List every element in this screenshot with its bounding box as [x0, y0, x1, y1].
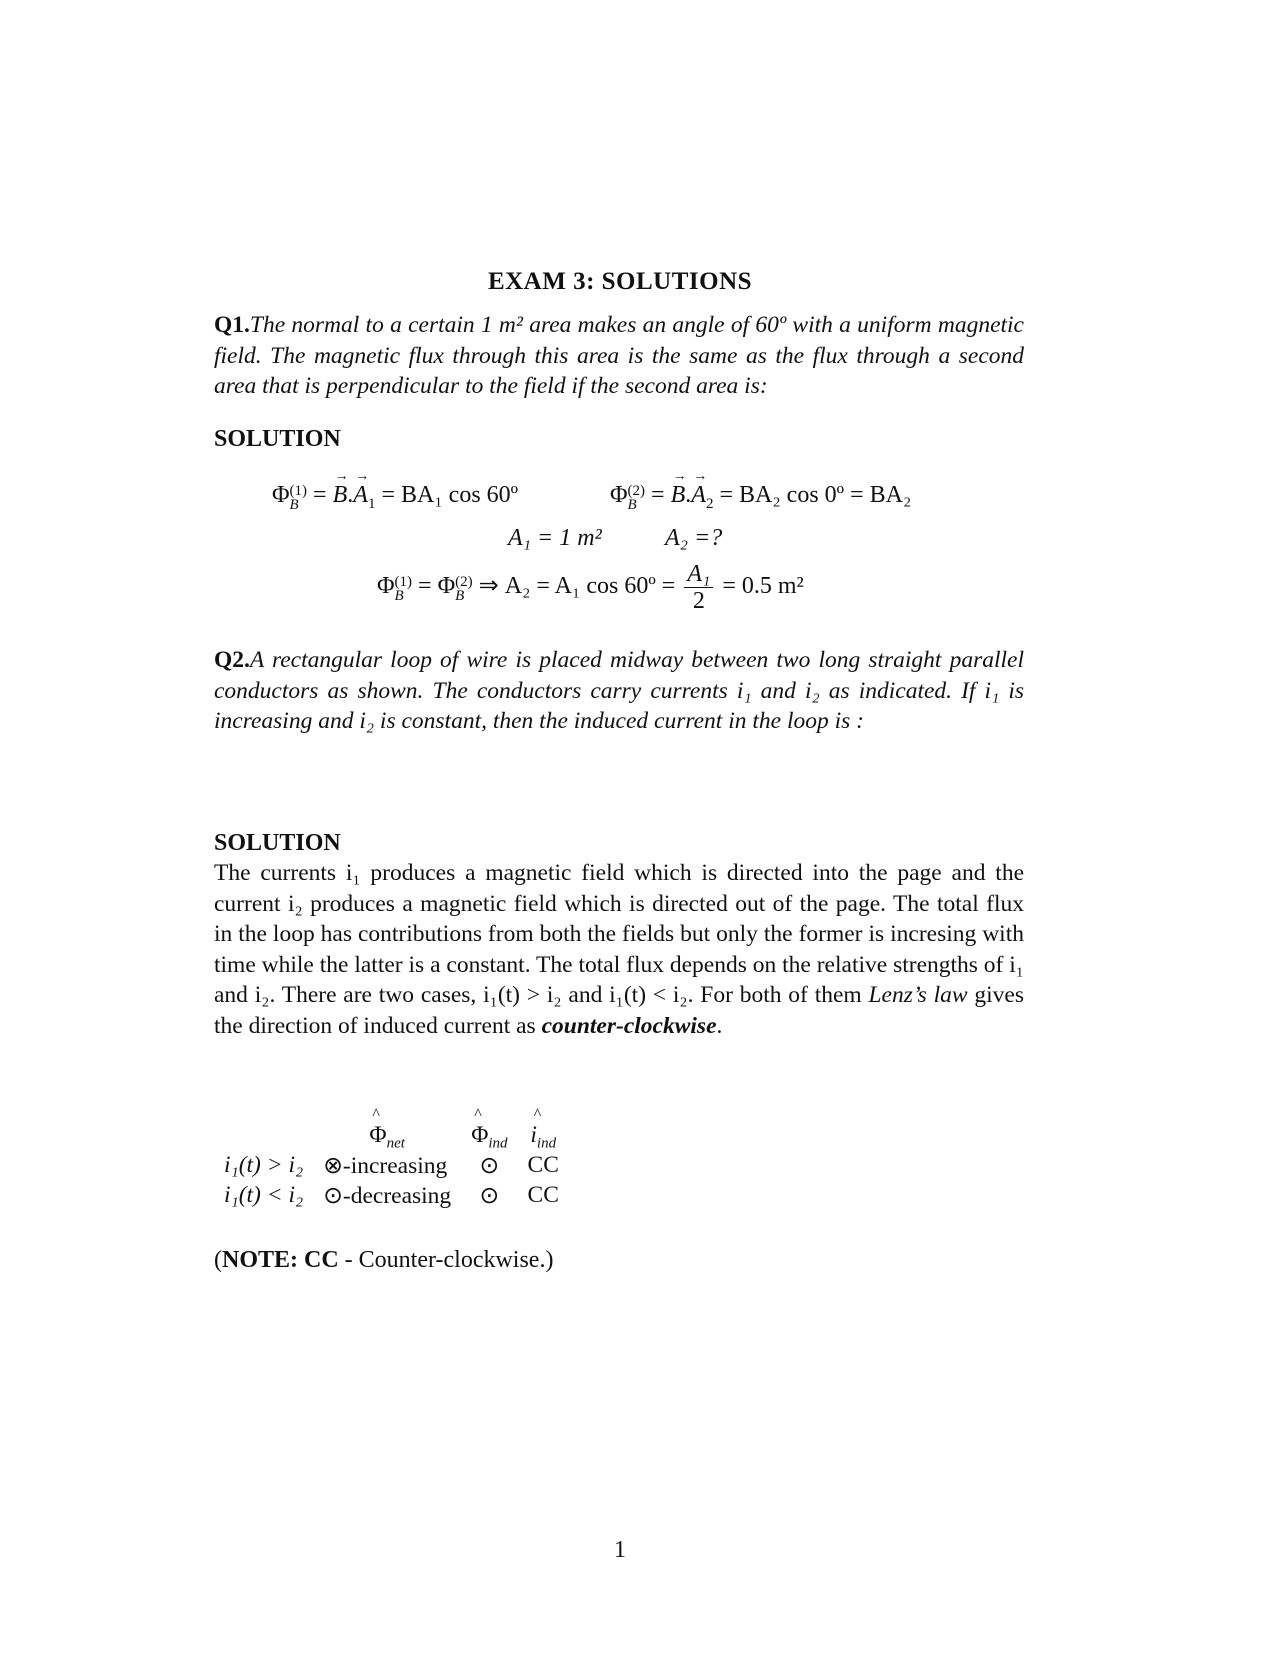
fraction-denominator: 2 — [692, 588, 705, 614]
equation-flux-2: Φ (2) B = → $B.\to A_2 = BA_2$ cos 0º = BA₂ — [610, 482, 911, 512]
page-number: 1 — [614, 1537, 626, 1563]
equation-area-1: A₁ = 1 m² — [508, 525, 602, 551]
equation-result-end: = 0.5 m² — [722, 573, 804, 600]
note — [214, 1247, 553, 1274]
table-header-i-ind: ^ $i_{ind}$ — [518, 1120, 569, 1150]
question-1-label: Q1. — [214, 312, 250, 338]
table-cell-case: i₁(t) > i₂ — [224, 1151, 304, 1178]
table-header-phi-net: ^ $\Phi_{net}$ — [313, 1120, 461, 1150]
table-header-row — [214, 1120, 569, 1150]
note-text: - Counter-clockwise.) — [338, 1247, 554, 1273]
table-cell-phi-ind: ⊙ — [479, 1182, 500, 1209]
table-cell-phi-net: ⊗-increasing — [323, 1152, 448, 1179]
result-table — [214, 1120, 569, 1210]
equation-result-mid: ⇒ A₂ = A₁ cos 60º = — [478, 573, 676, 600]
note-open: ( — [214, 1247, 222, 1273]
table-row — [214, 1180, 569, 1210]
question-2 — [214, 645, 1024, 737]
table-cell-case: i₁(t) < i₂ — [224, 1181, 304, 1208]
table-cell-i-ind: CC — [527, 1181, 559, 1208]
solution-2-text — [214, 858, 1024, 1041]
question-2-label: Q2. — [214, 647, 250, 673]
table-header-case — [214, 1120, 313, 1150]
table-row — [214, 1150, 569, 1180]
equation-flux-2-rhs: = BA₂ cos 0º = BA₂ — [719, 482, 912, 508]
solution-2-paragraph-start: The currents i₁ produces a magnetic field which is directed into the page and the current i₂ produces a magnetic field which is directed out of the page. The total flux in the loop has contributions from both the fields but only the former is incresing with time while the latter is a constant. The total flux depends on the relative strengths of i₁ and i₂. There are two cases, i₁(t) > i₂ and i₁(t) < i₂. For both of them — [214, 860, 1024, 1008]
equation-area-2: A₂ =? — [665, 525, 723, 551]
table-cell-i-ind: CC — [527, 1151, 559, 1178]
answer-emphasis: counter-clockwise — [541, 1012, 717, 1039]
equation-result: Φ (1) B = Φ (2) B ⇒ A₂ = A₁ cos 60º = $\frac{\text{A₁}}{2}$ = 0.5 m² — [377, 561, 804, 614]
table-cell-phi-net: ⊙-decreasing — [323, 1182, 452, 1209]
equation-flux-1-rhs: = BA₁ cos 60º — [381, 482, 519, 508]
table-cell-phi-ind: ⊙ — [479, 1152, 500, 1179]
question-1-text: The normal to a certain 1 m² area makes an angle of 60º with a uniform magnetic field. The magnetic flux through this area is the same as the flux through a second area that is perpendicular to the field if the second area is: — [214, 312, 1024, 399]
solution-2-heading: SOLUTION — [214, 830, 341, 856]
table-header-phi-ind: ^ $\Phi_{ind}$ — [461, 1120, 517, 1150]
fraction-numerator: A₁ — [684, 561, 713, 588]
note-label: NOTE: CC — [222, 1247, 339, 1273]
solution-1-heading: SOLUTION — [214, 426, 341, 452]
page-title: EXAM 3: SOLUTIONS — [487, 268, 753, 295]
solution-2-paragraph-mid: gives the direction of induced current as — [214, 982, 1024, 1039]
equation-flux-1: Φ (1) B = → $B.\to A_1 = BA_1$ cos 60º — [272, 482, 518, 512]
question-2-text: A rectangular loop of wire is placed midway between two long straight parallel conductors as shown. The conductors carry currents i₁ and i₂ as indicated. If i₁ is increasing and i₂ is constant, then the induced current in the loop is : — [214, 647, 1024, 734]
equation-fraction — [684, 561, 713, 614]
lenz-law: Lenz’s law — [868, 982, 968, 1008]
period: . — [716, 1012, 723, 1039]
question-1 — [214, 310, 1024, 402]
